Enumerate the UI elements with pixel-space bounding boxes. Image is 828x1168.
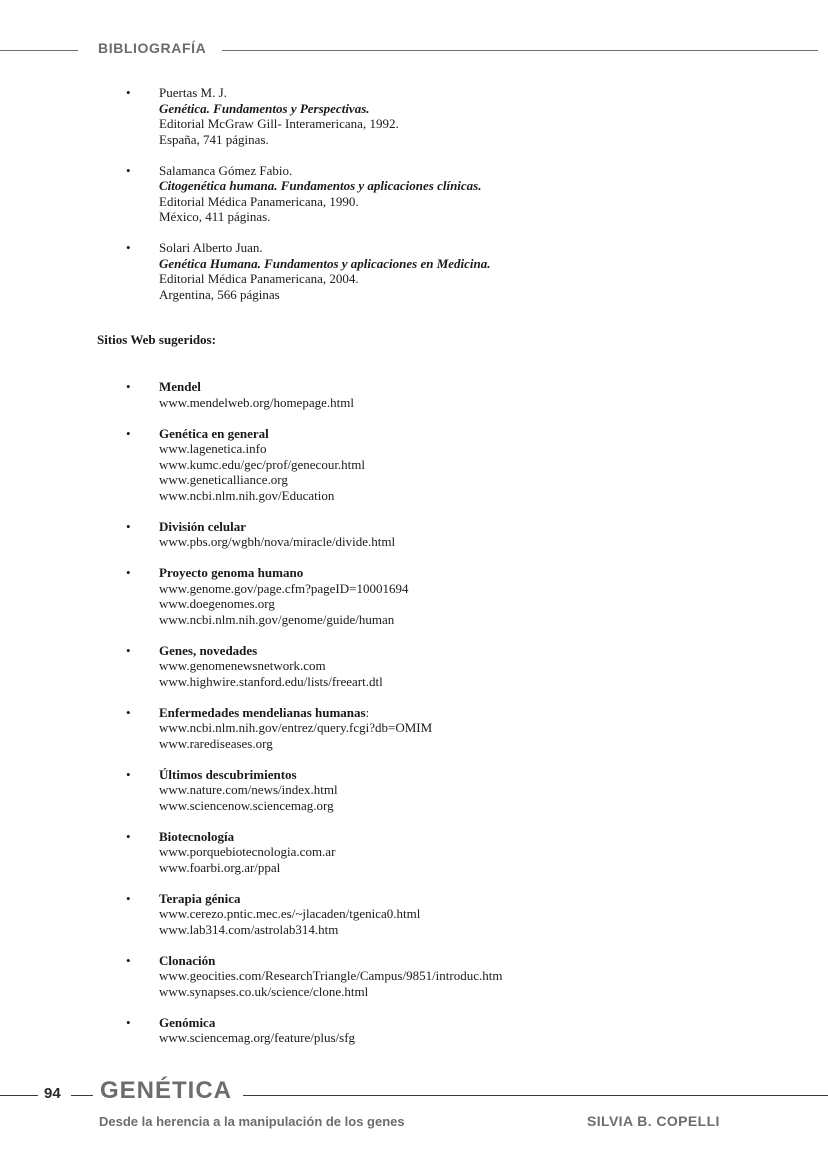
- site-url[interactable]: www.synapses.co.uk/science/clone.html: [159, 983, 369, 999]
- book-place: España, 741 páginas.: [159, 131, 269, 147]
- site-url[interactable]: www.kumc.edu/gec/prof/genecour.html: [159, 456, 366, 472]
- bullet: •: [126, 379, 131, 394]
- book-author: Puertas M. J.: [159, 85, 227, 100]
- site-url[interactable]: www.doegenomes.org: [159, 596, 275, 611]
- book-title: Genética Humana. Fundamentos y aplicaciones en Medicina.: [159, 255, 491, 271]
- site-url[interactable]: www.porquebiotecnologia.com.ar: [159, 844, 336, 859]
- site-entry: [0, 565, 828, 627]
- bullet: •: [126, 952, 131, 968]
- book-subtitle: Desde la herencia a la manipulación de los genes: [99, 1114, 405, 1129]
- bullet: •: [126, 240, 131, 255]
- site-url[interactable]: www.sciencemag.org/feature/plus/sfg: [159, 1030, 356, 1045]
- bullet: •: [126, 642, 131, 658]
- websites-heading: Sitios Web sugeridos:: [97, 332, 216, 347]
- site-url[interactable]: www.genome.gov/page.cfm?pageID=10001694: [159, 580, 409, 596]
- site-url[interactable]: www.geocities.com/ResearchTriangle/Campus/9851/introduc.htm: [159, 968, 503, 983]
- site-topic: Genómica: [159, 1014, 216, 1030]
- bullet: •: [126, 425, 131, 441]
- site-url[interactable]: www.mendelweb.org/homepage.html: [159, 394, 354, 410]
- bullet: •: [126, 704, 131, 720]
- site-entry: [0, 426, 828, 504]
- site-url[interactable]: www.lagenetica.info: [159, 441, 267, 456]
- bullet: •: [126, 766, 131, 782]
- book-publisher: Editorial Médica Panamericana, 2004.: [159, 271, 359, 286]
- site-entry: [0, 953, 828, 1000]
- bullet: •: [126, 85, 131, 100]
- page-footer: [0, 1077, 828, 1140]
- site-url[interactable]: www.genomenewsnetwork.com: [159, 658, 326, 673]
- site-topic: División celular: [159, 518, 247, 534]
- website-list: [0, 379, 828, 1061]
- site-topic-colon: :: [365, 704, 370, 720]
- site-url[interactable]: www.geneticalliance.org: [159, 472, 288, 487]
- book-author: Solari Alberto Juan.: [159, 240, 263, 255]
- bullet: •: [126, 1014, 131, 1030]
- book-title: GENÉTICA: [100, 1077, 233, 1104]
- site-topic: Proyecto genoma humano: [159, 565, 304, 580]
- header-rule-left: [0, 50, 78, 51]
- site-topic: Enfermedades mendelianas humanas: [159, 704, 366, 720]
- site-url[interactable]: www.sciencenow.sciencemag.org: [159, 797, 334, 813]
- book-publisher: Editorial Médica Panamericana, 1990.: [159, 193, 359, 209]
- bullet: •: [126, 565, 131, 580]
- footer-rule-mid: [71, 1095, 93, 1096]
- site-entry: [0, 643, 828, 690]
- book-title: Citogenética humana. Fundamentos y aplicaciones clínicas.: [159, 178, 482, 193]
- footer-rule-right: [243, 1095, 828, 1096]
- site-url[interactable]: www.ncbi.nlm.nih.gov/entrez/query.fcgi?db=OMIM: [159, 720, 433, 735]
- book-place: Argentina, 566 páginas: [159, 286, 280, 302]
- book-title: Genética. Fundamentos y Perspectivas.: [159, 100, 370, 116]
- book-author: Salamanca Gómez Fabio.: [159, 162, 293, 178]
- bullet: •: [126, 518, 131, 534]
- site-topic: Biotecnología: [159, 828, 235, 844]
- site-url[interactable]: www.highwire.stanford.edu/lists/freeart.dtl: [159, 673, 383, 689]
- site-topic: Genética en general: [159, 425, 269, 441]
- site-url[interactable]: www.rarediseases.org: [159, 735, 273, 751]
- book-publisher: Editorial McGraw Gill- Interamericana, 1992.: [159, 116, 399, 131]
- site-topic: Genes, novedades: [159, 642, 258, 658]
- book-entry: [0, 85, 828, 147]
- footer-rule-left: [0, 1095, 38, 1096]
- book-list: [0, 85, 828, 318]
- page-number: 94: [44, 1085, 61, 1102]
- site-entry: [0, 705, 828, 752]
- site-entry: [0, 767, 828, 814]
- site-url[interactable]: www.cerezo.pntic.mec.es/~jlacaden/tgenica0.html: [159, 906, 421, 921]
- book-place: México, 411 páginas.: [159, 209, 271, 224]
- book-entry: [0, 240, 828, 302]
- section-title: BIBLIOGRAFÍA: [98, 40, 207, 56]
- page-header: [0, 40, 828, 62]
- bullet: •: [126, 890, 131, 906]
- site-entry: [0, 829, 828, 876]
- site-url[interactable]: www.foarbi.org.ar/ppal: [159, 859, 281, 875]
- site-url[interactable]: www.ncbi.nlm.nih.gov/Education: [159, 487, 335, 503]
- site-url[interactable]: www.nature.com/news/index.html: [159, 782, 338, 797]
- site-url[interactable]: www.ncbi.nlm.nih.gov/genome/guide/human: [159, 611, 395, 627]
- site-entry: [0, 891, 828, 938]
- header-rule-right: [222, 50, 818, 51]
- bullet: •: [126, 162, 131, 178]
- site-topic: Clonación: [159, 952, 216, 968]
- site-topic: Últimos descubrimientos: [159, 766, 297, 782]
- site-url[interactable]: www.lab314.com/astrolab314.htm: [159, 921, 339, 937]
- book-author-name: SILVIA B. COPELLI: [587, 1113, 720, 1129]
- site-topic: Terapia génica: [159, 890, 241, 906]
- site-entry: [0, 379, 828, 410]
- site-url[interactable]: www.pbs.org/wgbh/nova/miracle/divide.html: [159, 534, 396, 549]
- site-entry: [0, 1015, 828, 1046]
- site-topic: Mendel: [159, 379, 201, 394]
- bullet: •: [126, 828, 131, 844]
- site-entry: [0, 519, 828, 550]
- book-entry: [0, 163, 828, 225]
